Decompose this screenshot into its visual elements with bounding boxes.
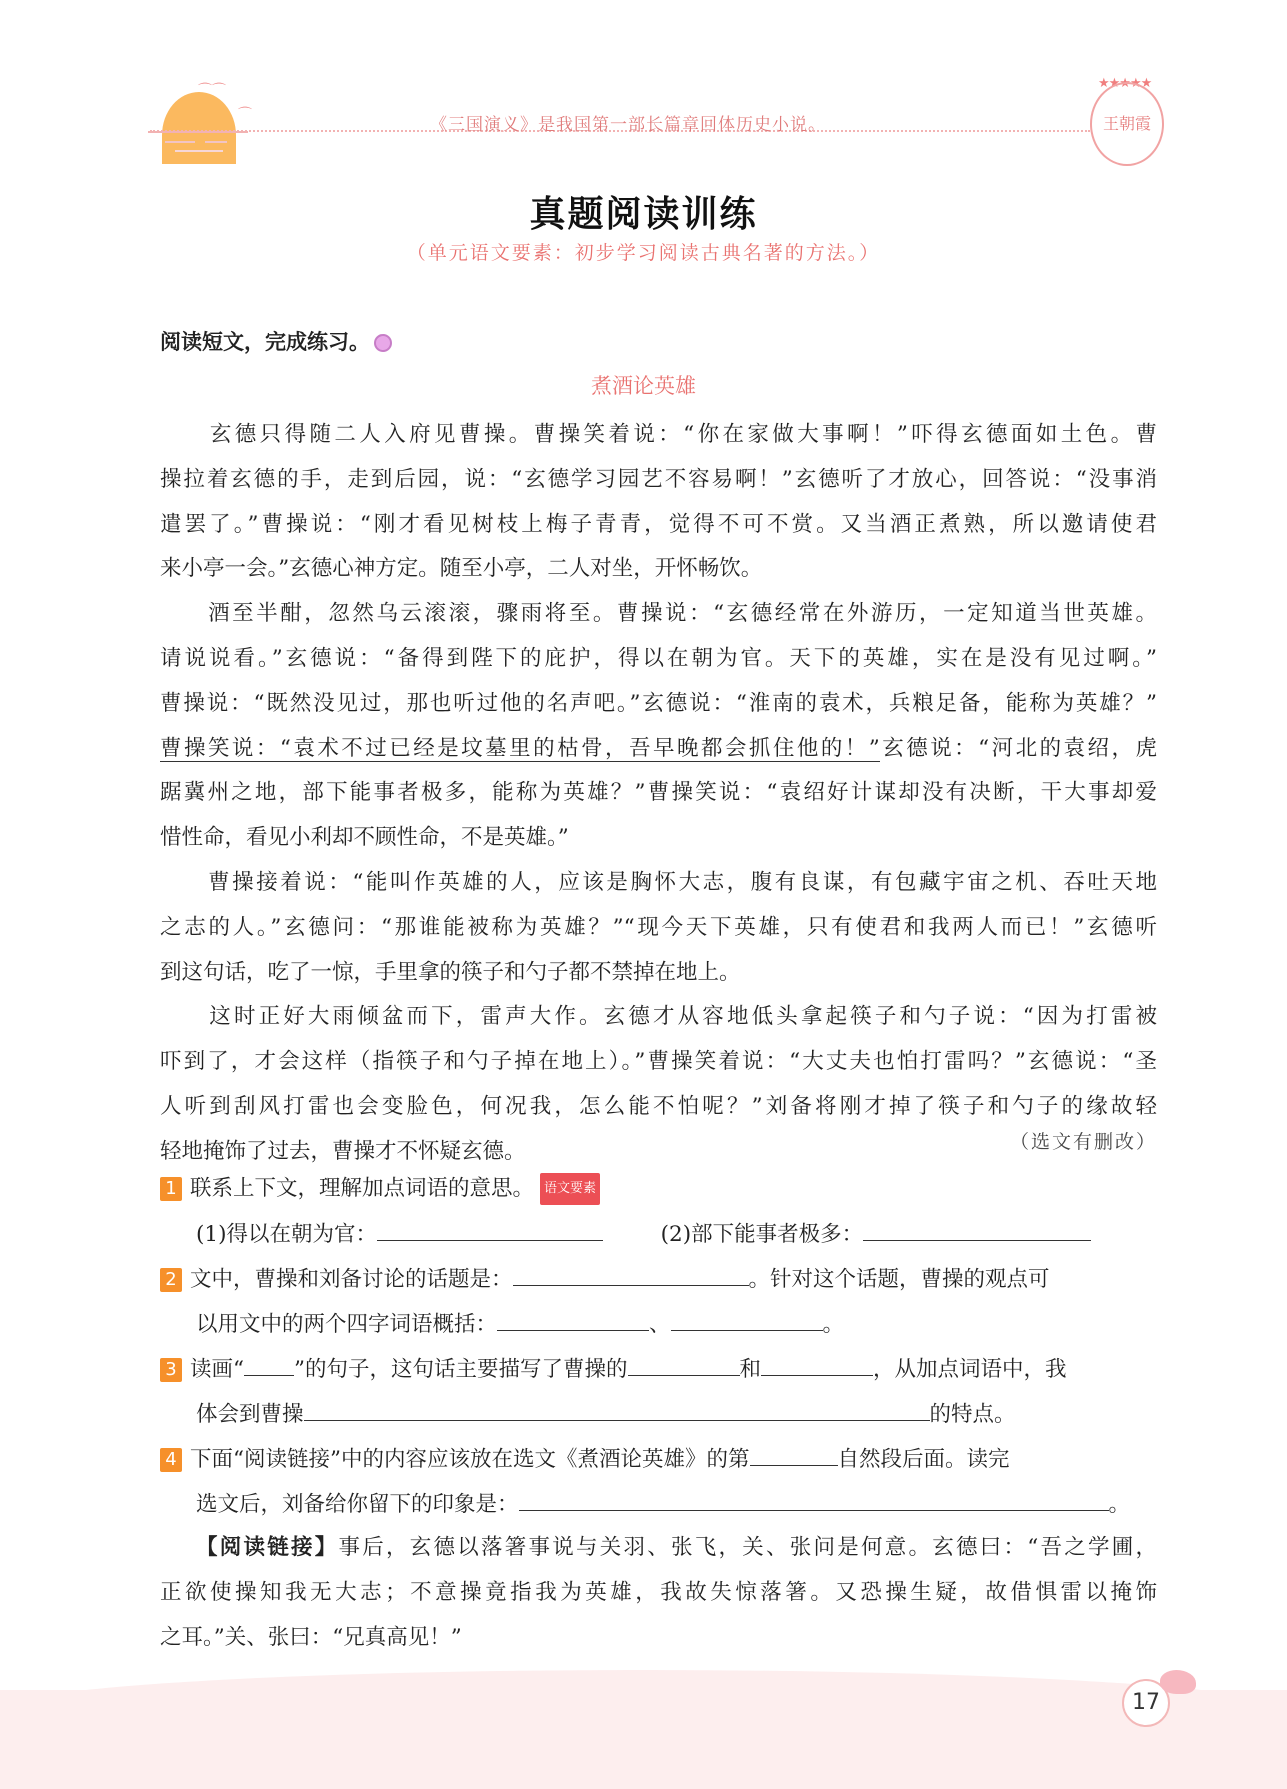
answer-blank[interactable] [750, 1443, 838, 1466]
reading-link-line: 之耳。”关、张曰：“兄真高见！” [160, 1624, 462, 1650]
passage-line: 操拉着玄德的手，走到后园，说：“玄德学习园艺不容易啊！”玄德听了才放心，回答说：“没事消 [160, 466, 1157, 492]
passage-line: 惜性命，看见小利却不顾性命，不是英雄。” [160, 825, 569, 851]
question-text: ”的句子，这句话主要描写了曹操的 [294, 1357, 628, 1382]
passage-line: 请说说看。”玄德说：“备得到陛下的庇护，得以在朝为官。天下的英雄，实在是没有见过啊。” [160, 646, 1157, 671]
header-note: 《三国演义》是我国第一部长篇章回体历史小说。 [430, 115, 826, 135]
brand-seal-logo [1090, 82, 1164, 166]
question-text: 联系上下文，理解加点词语的意思。 [190, 1176, 535, 1201]
page-number: 17 [1122, 1679, 1170, 1727]
lightbulb-icon [374, 334, 392, 352]
answer-blank[interactable] [671, 1308, 823, 1331]
question-4-cont [196, 1488, 1193, 1520]
skill-badge: 语文要素 [540, 1173, 600, 1205]
reading-link-line: 正欲使操知我无大志；不意操竟指我为英雄，我故失惊落箸。又恐操生疑，故借惧雷以掩饰 [160, 1579, 1157, 1605]
divider [165, 141, 195, 143]
passage-source: （选文有删改） [1010, 1131, 1158, 1153]
passage-line: 到这句话，吃了一惊，手里拿的筷子和勺子都不禁掉在地上。 [160, 959, 741, 985]
bird-icon: ⌒⌒ [198, 83, 226, 99]
passage-line: 遣罢了。”曹操说：“刚才看见树枝上梅子青青，觉得不可不赏。又当酒正煮熟，所以邀请使君 [160, 511, 1157, 537]
divider [205, 141, 227, 143]
sub-question-2: (2)部下能事者极多： [660, 1222, 864, 1247]
answer-blank[interactable] [519, 1488, 1109, 1511]
instruction [160, 326, 392, 356]
answer-blank[interactable] [377, 1218, 603, 1241]
passage-line: 来小亭一会。”玄德心神方定。随至小亭，二人对坐，开怀畅饮。 [160, 556, 763, 582]
answer-blank[interactable] [513, 1263, 749, 1286]
instruction-text: 阅读短文，完成练习。 [160, 330, 370, 354]
question-text: 。针对这个话题，曹操的观点可 [748, 1267, 1050, 1292]
sun-decoration [162, 92, 236, 164]
passage-line: 之志的人。”玄德问：“那谁能被称为英雄？”“现今天下英雄，只有使君和我两人而已！”玄德听 [160, 914, 1157, 940]
line-rest: 玄德说：“河北的袁绍，虎 [879, 735, 1157, 761]
question-4 [160, 1443, 1157, 1475]
passage-line: 吓到了，才会这样（指筷子和勺子掉在地上）。”曹操笑着说：“大丈夫也怕打雷吗？”玄德说：“圣 [160, 1049, 1157, 1075]
question-number: 1 [160, 1177, 182, 1201]
question-1-subs [196, 1218, 1193, 1250]
bird-icon: ⌒ [238, 107, 252, 123]
question-text: 自然段后面。读完 [837, 1447, 1010, 1472]
question-text: 体会到曹操 [196, 1402, 304, 1427]
passage-line: 酒至半酣，忽然乌云滚滚，骤雨将至。曹操说：“玄德经常在外游历，一定知道当世英雄。 [160, 601, 1157, 627]
question-1 [160, 1173, 1157, 1205]
page-subtitle: （单元语文要素：初步学习阅读古典名著的方法。） [406, 242, 881, 264]
answer-blank[interactable] [863, 1218, 1091, 1241]
question-text: 选文后，刘备给你留下的印象是： [196, 1492, 519, 1517]
question-3-cont [196, 1398, 1193, 1430]
answer-blank[interactable] [628, 1353, 740, 1376]
question-text: 文中，曹操和刘备讨论的话题是： [190, 1267, 513, 1292]
footer-band [0, 1690, 1287, 1789]
sub-question-1: (1)得以在朝为官： [196, 1222, 377, 1247]
answer-blank[interactable] [497, 1308, 649, 1331]
line-style-sample [244, 1353, 294, 1376]
question-2-cont [196, 1308, 1193, 1340]
passage-line: 这时正好大雨倾盆而下，雷声大作。玄德才从容地低头拿起筷子和勺子说：“因为打雷被 [160, 1004, 1157, 1030]
answer-blank[interactable] [304, 1398, 930, 1421]
passage-line: 轻地掩饰了过去，曹操才不怀疑玄德。 [160, 1138, 526, 1164]
period: 。 [822, 1312, 845, 1337]
question-text: 读画“ [190, 1357, 244, 1382]
period: 。 [1108, 1492, 1131, 1517]
question-number: 3 [160, 1358, 182, 1382]
seal-text: 王朝霞 [1102, 114, 1151, 133]
passage-line: 曹操接着说：“能叫作英雄的人，应该是胸怀大志，腹有良谋，有包藏宇宙之机、吞吐天地 [160, 870, 1157, 895]
passage-line: 踞冀州之地，部下能事者极多，能称为英雄？”曹操笑说：“袁绍好计谋却没有决断，干大事却爱 [160, 780, 1157, 806]
question-number: 2 [160, 1268, 182, 1292]
question-text: ，从加点词语中，我 [873, 1357, 1067, 1382]
question-text: 和 [739, 1357, 762, 1382]
underlined-sentence: 曹操笑说：“袁术不过已经是坟墓里的枯骨，吾早晚都会抓住他的！” [160, 735, 880, 761]
question-text: 下面“阅读链接”中的内容应该放在选文《煮酒论英雄》的第 [190, 1447, 750, 1472]
question-2 [160, 1263, 1157, 1295]
passage-line: 曹操说：“既然没见过，那也听过他的名声吧。”玄德说：“淮南的袁术，兵粮足备，能称为英雄？” [160, 690, 1157, 716]
divider [175, 150, 223, 152]
passage-line [160, 734, 1157, 764]
question-text: 的特点。 [929, 1402, 1016, 1427]
passage-line: 人听到刮风打雷也会变脸色，何况我，怎么能不怕呢？”刘备将刚才掉了筷子和勺子的缘故轻 [160, 1094, 1157, 1119]
separator: 、 [649, 1312, 671, 1337]
reading-link-line [196, 1533, 1157, 1563]
passage-title: 煮酒论英雄 [591, 374, 696, 398]
question-text: 以用文中的两个四字词语概括： [196, 1312, 498, 1337]
stars-icon: ★★★★★ [1098, 76, 1152, 91]
question-3 [160, 1353, 1157, 1385]
page-title: 真题阅读训练 [529, 194, 758, 235]
answer-blank[interactable] [761, 1353, 873, 1376]
question-number: 4 [160, 1448, 182, 1472]
dolphin-icon [1160, 1670, 1196, 1694]
reading-link-text: 事后，玄德以落箸事说与关羽、张飞，关、张问是何意。玄德曰：“吾之学圃， [338, 1535, 1157, 1560]
passage-line: 玄德只得随二人入府见曹操。曹操笑着说：“你在家做大事啊！”吓得玄德面如土色。曹 [160, 422, 1157, 447]
reading-link-label: 【阅读链接】 [196, 1535, 339, 1560]
